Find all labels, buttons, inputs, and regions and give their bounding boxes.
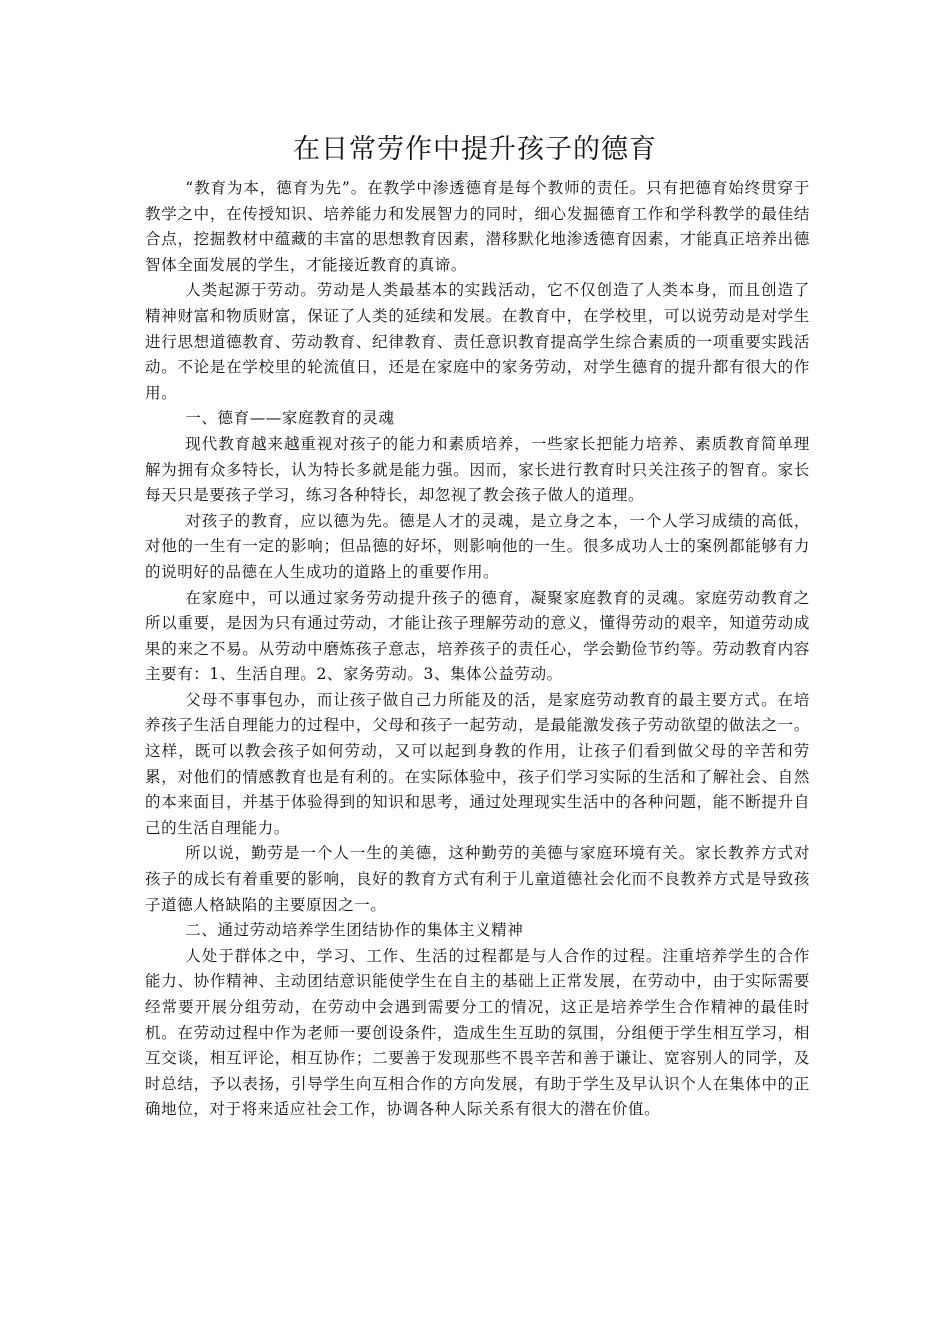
paragraph-virtue-first: 对孩子的教育，应以德为先。德是人才的灵魂，是立身之本，一个人学习成绩的高低，对他的一生有一定的影响；但品德的好坏，则影响他的一生。很多成功人士的案例都能够有力的说明好的品德在人生成功的道路上的重要作用。 (145, 511, 810, 581)
paragraph-diligence: 所以说，勤劳是一个人一生的美德，这种勤劳的美德与家庭环境有关。家长教养方式对孩子的成长有着重要的影响，良好的教育方式有利于儿童道德社会化而不良教养方式是导致孩子道德人格缺陷的主要原因之一。 (145, 844, 810, 914)
document-title: 在日常劳作中提升孩子的德育 (293, 134, 657, 165)
paragraph-parents-role: 父母不事事包办，而让孩子做自己力所能及的活，是家庭劳动教育的最主要方式。在培养孩子生活自理能力的过程中，父母和孩子一起劳动，是最能激发孩子劳动欲望的做法之一。这样，既可以教会孩子如何劳动，又可以起到身教的作用，让孩子们看到做父母的辛苦和劳累，对他们的情感教育也是有利的。在实际体验中，孩子们学习实际的生活和了解社会、自然的本来面目，并基于体验得到的知识和思考，通过处理现实生活中的各种问题，能不断提升自己的生活自理能力。 (145, 690, 810, 837)
paragraph-cooperation: 人处于群体之中，学习、工作、生活的过程都是与人合作的过程。注重培养学生的合作能力、协作精神、主动团结意识能使学生在自主的基础上正常发展，在劳动中，由于实际需要经常要开展分组劳动，在劳动中会遇到需要分工的情况，这正是培养学生合作精神的最佳时机。在劳动过程中作为老师一要创设条件，造成生生互助的氛围，分组便于学生相互学习，相互交谈，相互评论，相互协作；二要善于发现那些不畏辛苦和善于谦让、宽容别人的同学，及时总结，予以表扬，引导学生向互相合作的方向发展，有助于学生及早认识个人在集体中的正确地位，对于将来适应社会工作，协调各种人际关系有很大的潜在价值。 (145, 946, 810, 1119)
paragraph-labor-origin: 人类起源于劳动。劳动是人类最基本的实践活动，它不仅创造了人类本身，而且创造了精神财富和物质财富，保证了人类的延续和发展。在教育中，在学校里，可以说劳动是对学生进行思想道德教育、劳动教育、纪律教育、责任意识教育提高学生综合素质的一项重要实践活动。不论是在学校里的轮流值日，还是在家庭中的家务劳动，对学生德育的提升都有很大的作用。 (145, 281, 810, 402)
document-body (145, 176, 810, 1123)
paragraph-modern-education: 现代教育越来越重视对孩子的能力和素质培养，一些家长把能力培养、素质教育简单理解为拥有众多特长，认为特长多就是能力强。因而，家长进行教育时只关注孩子的智育。家长每天只是要孩子学习，练习各种特长，却忽视了教会孩子做人的道理。 (145, 434, 810, 505)
paragraph-intro: “教育为本，德育为先”。在教学中渗透德育是每个教师的责任。只有把德育始终贯穿于教学之中，在传授知识、培养能力和发展智力的同时，细心发掘德育工作和学科教学的最佳结合点，挖掘教材中蕴藏的丰富的思想教育因素，潜移默化地渗透德育因素，才能真正培养出德智体全面发展的学生，才能接近教育的真谛。 (145, 179, 810, 274)
section-heading-1: 一、德育——家庭教育的灵魂 (185, 409, 395, 428)
paragraph-family-labor: 在家庭中，可以通过家务劳动提升孩子的德育，凝聚家庭教育的灵魂。家庭劳动教育之所以重要，是因为只有通过劳动，才能让孩子理解劳动的意义，懂得劳动的艰辛，知道劳动成果的来之不易。从劳动中磨炼孩子意志，培养孩子的责任心，学会勤俭节约等。劳动教育内容主要有：1、生活自理。2、家务劳动。3、集体公益劳动。 (145, 588, 810, 684)
section-heading-2: 二、通过劳动培养学生团结协作的集体主义精神 (185, 921, 524, 940)
